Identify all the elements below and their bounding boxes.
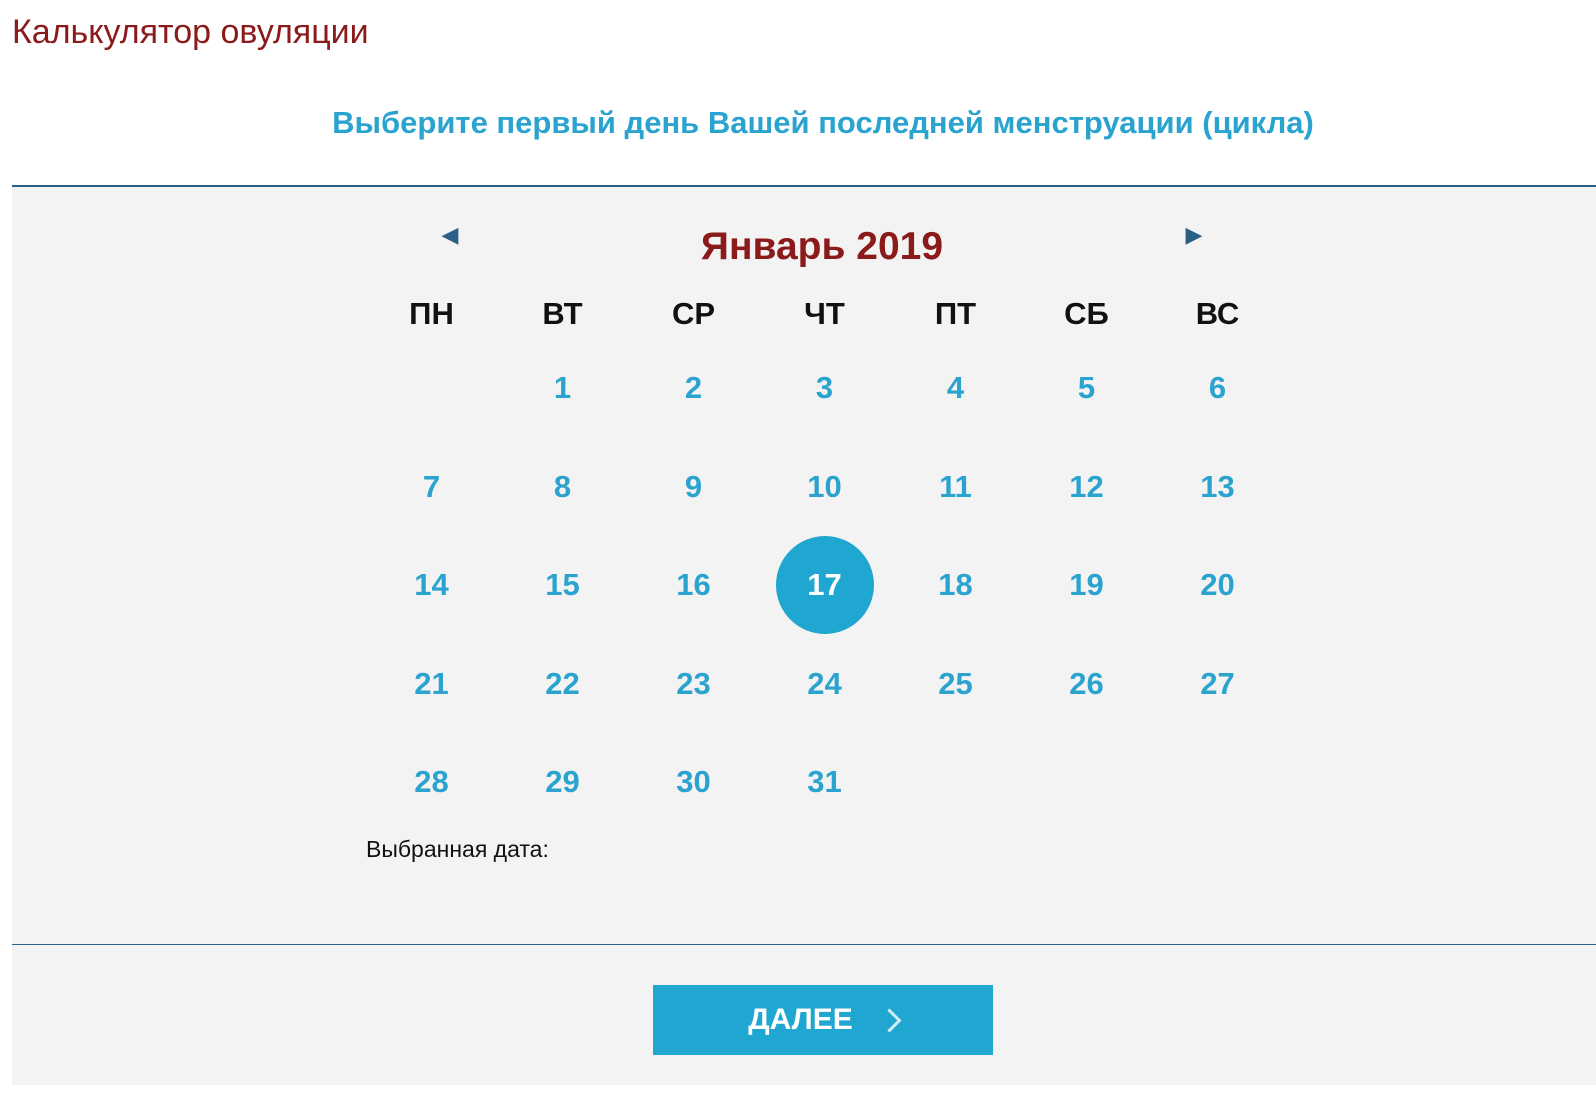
day-cell[interactable] — [890, 438, 1021, 537]
weekday-wed: СР — [671, 296, 716, 331]
day-number: 31 — [807, 764, 842, 800]
day-number: 12 — [1069, 468, 1104, 504]
day-number: 24 — [807, 665, 842, 701]
day-number: 19 — [1069, 567, 1104, 603]
day-number: 27 — [1200, 665, 1235, 701]
day-cell[interactable] — [1152, 339, 1283, 438]
day-cell[interactable] — [1021, 438, 1152, 537]
day-number: 11 — [939, 468, 972, 504]
day-cell[interactable] — [1021, 536, 1152, 635]
calendar-panel — [12, 185, 1596, 946]
next-month-arrow-icon[interactable]: ▶ — [1185, 222, 1203, 247]
weekday-sat: СБ — [1064, 296, 1109, 331]
day-cell[interactable] — [628, 733, 759, 832]
day-cell[interactable] — [1021, 339, 1152, 438]
weekday-thu: ЧТ — [804, 296, 845, 331]
day-number: 22 — [545, 665, 580, 701]
day-cell[interactable] — [759, 438, 890, 537]
day-cell[interactable] — [366, 733, 497, 832]
day-number: 15 — [545, 567, 580, 603]
selected-date-label: Выбранная дата: — [366, 836, 549, 862]
day-number: 2 — [684, 370, 703, 406]
day-number: 7 — [422, 468, 441, 504]
day-cell[interactable] — [366, 635, 497, 734]
day-empty — [366, 339, 497, 438]
day-number: 6 — [1208, 370, 1227, 406]
day-cell[interactable] — [497, 635, 628, 734]
day-number: 29 — [545, 764, 580, 800]
day-cell[interactable] — [366, 438, 497, 537]
day-number: 28 — [414, 764, 449, 800]
next-button[interactable] — [653, 985, 993, 1055]
weekday-header — [366, 290, 1283, 338]
day-cell[interactable] — [497, 536, 628, 635]
day-cell[interactable] — [1152, 438, 1283, 537]
weekday-mon: ПН — [409, 296, 454, 331]
day-cell[interactable] — [890, 536, 1021, 635]
day-number: 17 — [776, 536, 874, 634]
day-number: 20 — [1200, 567, 1235, 603]
day-number: 25 — [938, 665, 973, 701]
day-cell[interactable] — [759, 339, 890, 438]
month-title: Январь 2019 — [700, 225, 944, 268]
weekday-fri: ПТ — [934, 296, 977, 331]
day-number: 10 — [807, 468, 842, 504]
day-cell[interactable] — [1152, 635, 1283, 734]
day-cell[interactable] — [759, 635, 890, 734]
day-number: 5 — [1077, 370, 1096, 406]
selected-date — [366, 833, 549, 865]
day-number: 13 — [1200, 468, 1235, 504]
day-cell[interactable] — [628, 635, 759, 734]
day-cell[interactable] — [497, 339, 628, 438]
prev-month-arrow-icon[interactable]: ◀ — [441, 222, 459, 247]
day-number: 18 — [938, 567, 973, 603]
day-cell[interactable] — [890, 339, 1021, 438]
day-number: 30 — [676, 764, 711, 800]
weekday-sun: ВС — [1195, 296, 1240, 331]
day-cell[interactable] — [628, 438, 759, 537]
day-cell[interactable] — [1152, 536, 1283, 635]
instruction-text: Выберите первый день Вашей последней менструации (цикла) — [332, 105, 1314, 140]
day-number: 9 — [684, 468, 703, 504]
next-button-label: ДАЛЕЕ — [748, 1003, 853, 1036]
day-cell[interactable] — [497, 438, 628, 537]
day-number: 8 — [553, 468, 572, 504]
day-number: 26 — [1069, 665, 1104, 701]
day-cell[interactable] — [1021, 635, 1152, 734]
days-grid — [366, 339, 1283, 832]
day-number: 21 — [414, 665, 449, 701]
day-cell[interactable] — [366, 536, 497, 635]
day-number: 4 — [946, 370, 965, 406]
day-number: 1 — [553, 370, 572, 406]
day-cell[interactable] — [628, 339, 759, 438]
day-cell[interactable] — [628, 536, 759, 635]
day-number: 3 — [815, 370, 834, 406]
day-number: 14 — [414, 567, 449, 603]
day-cell-selected[interactable] — [759, 536, 890, 635]
chevron-right-icon — [877, 1008, 901, 1032]
day-number: 23 — [676, 665, 711, 701]
weekday-tue: ВТ — [542, 296, 583, 331]
page-title: Калькулятор овуляции — [12, 13, 369, 51]
day-cell[interactable] — [497, 733, 628, 832]
day-cell[interactable] — [759, 733, 890, 832]
day-number: 16 — [676, 567, 711, 603]
day-cell[interactable] — [890, 635, 1021, 734]
